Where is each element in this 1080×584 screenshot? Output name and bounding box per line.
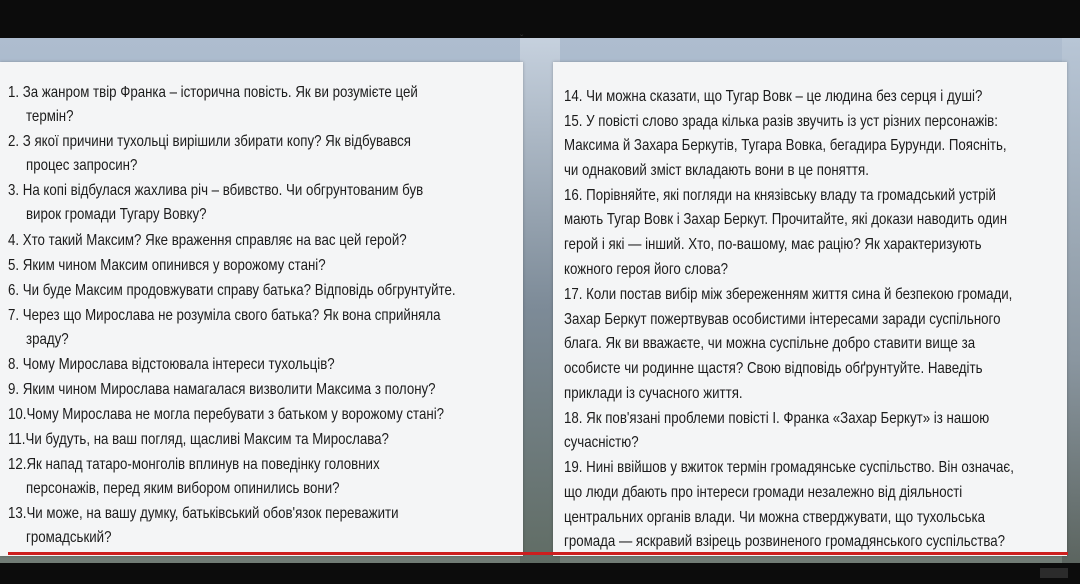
question-line: зраду? [26,331,69,348]
question-line: 18. Як пов'язані проблеми повісті І. Франка «Захар Беркут» із нашою [564,410,990,427]
question-line: особисте чи родинне щастя? Свою відповідь обґрунтуйте. Наведіть [564,360,983,377]
question-line: Максима й Захара Беркутів, Тугара Вовка, бегадира Бурунди. Поясніть, [564,137,1007,154]
question-line: Захар Беркут пожертвував особистими інтересами заради суспільного [564,311,1001,328]
question-line: 7. Через що Мирослава не розуміла свого батька? Як вона сприйняла [8,307,441,324]
question-line: що люди дбають про інтереси громади незалежно від діяльності [564,484,963,501]
question-line: 5. Яким чином Максим опинився у ворожому стані? [8,257,326,274]
question-line: 15. У повісті слово зрада кілька разів звучить із уст різних персонажів: [564,113,998,130]
question-line: сучасністю? [564,434,639,451]
question-line: приклади із сучасного життя. [564,385,743,402]
video-top-mark: ˇ [520,34,524,45]
question-line: чи однаковий зміст вкладають вони в це поняття. [564,162,869,179]
video-controls-bar [0,563,1080,584]
question-line: блага. Як ви вважаєте, чи можна суспільне добро ставити вище за [564,335,976,352]
question-line: кожного героя його слова? [564,261,729,278]
question-line: 1. За жанром твір Франка – історична повість. Як ви розумієте цей [8,84,418,101]
question-line: громадський? [26,529,112,546]
question-line: 9. Яким чином Мирослава намагалася визволити Максима з полону? [8,381,436,398]
question-line: 11.Чи будуть, на ваш погляд, щасливі Максим та Мирослава? [8,431,389,448]
question-line: термін? [26,108,74,125]
right-question-panel [553,62,1067,556]
question-line: мають Тугар Вовк і Захар Беркут. Прочитайте, які докази наводить один [564,211,1008,228]
controls-accent [1040,568,1068,578]
question-line: 2. З якої причини тухольці вирішили збирати копу? Як відбувався [8,133,411,150]
question-line: 8. Чому Мирослава відстоювала інтереси тухольців? [8,356,335,373]
question-line: 19. Нині ввійшов у вжиток термін громадянське суспільство. Він означає, [564,459,1014,476]
question-line: 17. Коли постав вибір між збереженням життя сина й безпекою громади, [564,286,1013,303]
question-line: 13.Чи може, на вашу думку, батьківський обов'язок переважити [8,505,399,522]
question-line: 6. Чи буде Максим продовжувати справу батька? Відповідь обгрунтуйте. [8,282,456,299]
question-line: 3. На копі відбулася жахлива річ – вбивство. Чи обгрунтованим був [8,182,424,199]
question-line: центральних органів влади. Чи можна стверджувати, що тухольська [564,509,985,526]
question-line: герой і які — інший. Хто, по-вашому, має рацію? Як характеризують [564,236,982,253]
question-line: громада — яскравий взірець розвиненого громадянського суспільства? [564,533,1006,550]
question-line: 4. Хто такий Максим? Яке враження справляє на вас цей герой? [8,232,407,249]
question-line: 16. Порівняйте, які погляди на князівську владу та громадський устрій [564,187,996,204]
question-line: персонажів, перед яким вибором опинились вони? [26,480,340,497]
left-question-panel [0,62,523,556]
video-progress-line[interactable] [8,552,1068,555]
question-line: вирок громади Тугару Вовку? [26,206,207,223]
question-line: процес запросин? [26,157,138,174]
question-line: 10.Чому Мирослава не могла перебувати з батьком у ворожому стані? [8,406,445,423]
question-line: 12.Як напад татаро-монголів вплинув на поведінку головних [8,456,380,473]
question-line: 14. Чи можна сказати, що Тугар Вовк – це людина без серця і душі? [564,88,983,105]
